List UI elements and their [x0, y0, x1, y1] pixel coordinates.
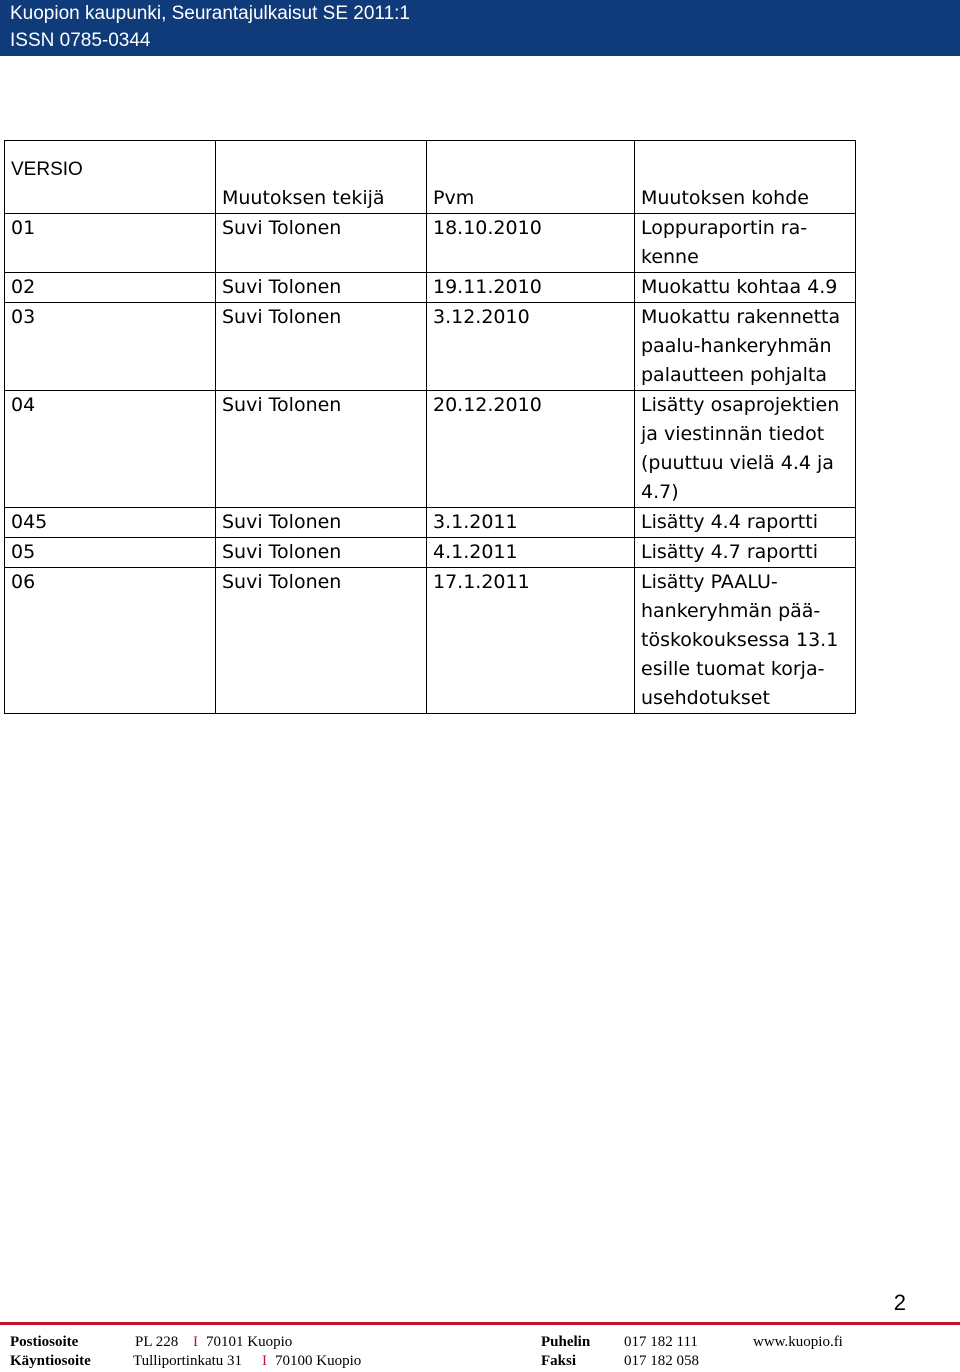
table-row — [5, 214, 856, 273]
cell-tekija: Suvi Tolonen — [216, 538, 427, 568]
cell-pvm: 19.11.2010 — [427, 273, 635, 303]
cell-kohde — [635, 273, 856, 303]
cell-kohde — [635, 391, 856, 508]
cell-versio: 06 — [5, 568, 216, 714]
header-pvm: Pvm — [427, 141, 635, 214]
footer-divider — [0, 1322, 960, 1325]
cell-kohde — [635, 508, 856, 538]
table-row — [5, 303, 856, 391]
cell-pvm: 3.1.2011 — [427, 508, 635, 538]
cell-tekija: Suvi Tolonen — [216, 214, 427, 273]
header-versio: VERSIO — [5, 141, 216, 214]
cell-kohde-text: Lisätty osaprojektien ja viestinnän tiedot (puuttuu vielä 4.4 ja 4.7) — [641, 394, 840, 503]
table-row — [5, 508, 856, 538]
faksi-number: 017 182 058 — [624, 1353, 699, 1369]
footer-separator: I — [262, 1353, 267, 1369]
cell-versio: 03 — [5, 303, 216, 391]
cell-kohde — [635, 568, 856, 714]
cell-versio: 05 — [5, 538, 216, 568]
issn-number: ISSN 0785-0344 — [10, 30, 151, 51]
cell-tekija: Suvi Tolonen — [216, 508, 427, 538]
puhelin-label: Puhelin — [541, 1334, 591, 1350]
publication-title: Kuopion kaupunki, Seurantajulkaisut SE 2011:1 — [10, 3, 410, 24]
postiosoite-box: PL 228 — [135, 1334, 179, 1350]
puhelin-number: 017 182 111 — [624, 1334, 698, 1350]
cell-kohde-text: Muokattu kohtaa 4.9 — [641, 276, 838, 298]
cell-kohde — [635, 214, 856, 273]
cell-pvm: 18.10.2010 — [427, 214, 635, 273]
cell-tekija: Suvi Tolonen — [216, 391, 427, 508]
footer-separator: I — [193, 1334, 198, 1350]
revision-history-table — [4, 140, 856, 714]
cell-kohde-text: Muokattu rakennetta paalu-hankeryhmän palautteen pohjalta — [641, 306, 841, 386]
header-muutoksen-tekija: Muutoksen tekijä — [216, 141, 427, 214]
cell-kohde-text: Lisätty PAALU- hankeryhmän pää- töskokouksessa 13.1 esille tuomat korja- usehdotukset — [641, 571, 839, 709]
postiosoite-label: Postiosoite — [10, 1334, 79, 1350]
cell-kohde — [635, 303, 856, 391]
cell-pvm: 3.12.2010 — [427, 303, 635, 391]
cell-pvm: 20.12.2010 — [427, 391, 635, 508]
faksi-label: Faksi — [541, 1353, 577, 1369]
cell-kohde-text: Lisätty 4.4 raportti — [641, 511, 818, 533]
cell-versio: 04 — [5, 391, 216, 508]
kayntiosoite-street: Tulliportinkatu 31 — [133, 1353, 243, 1369]
document-header — [0, 0, 960, 56]
table-row — [5, 538, 856, 568]
table-header-row — [5, 141, 856, 214]
table-row — [5, 568, 856, 714]
cell-kohde-text: Loppuraportin ra- kenne — [641, 217, 808, 268]
cell-versio: 045 — [5, 508, 216, 538]
cell-tekija: Suvi Tolonen — [216, 273, 427, 303]
cell-versio: 01 — [5, 214, 216, 273]
table-row — [5, 391, 856, 508]
cell-kohde — [635, 538, 856, 568]
kayntiosoite-city: 70100 Kuopio — [275, 1353, 362, 1369]
kayntiosoite-label: Käyntiosoite — [10, 1353, 91, 1369]
cell-kohde-text: Lisätty 4.7 raportti — [641, 541, 818, 563]
website-link[interactable]: www.kuopio.fi — [753, 1334, 843, 1350]
header-muutoksen-kohde: Muutoksen kohde — [635, 141, 856, 214]
cell-versio: 02 — [5, 273, 216, 303]
cell-tekija: Suvi Tolonen — [216, 568, 427, 714]
cell-pvm: 17.1.2011 — [427, 568, 635, 714]
cell-tekija: Suvi Tolonen — [216, 303, 427, 391]
postiosoite-city: 70101 Kuopio — [206, 1334, 293, 1350]
table-row — [5, 273, 856, 303]
page-number: 2 — [893, 1290, 906, 1315]
cell-pvm: 4.1.2011 — [427, 538, 635, 568]
